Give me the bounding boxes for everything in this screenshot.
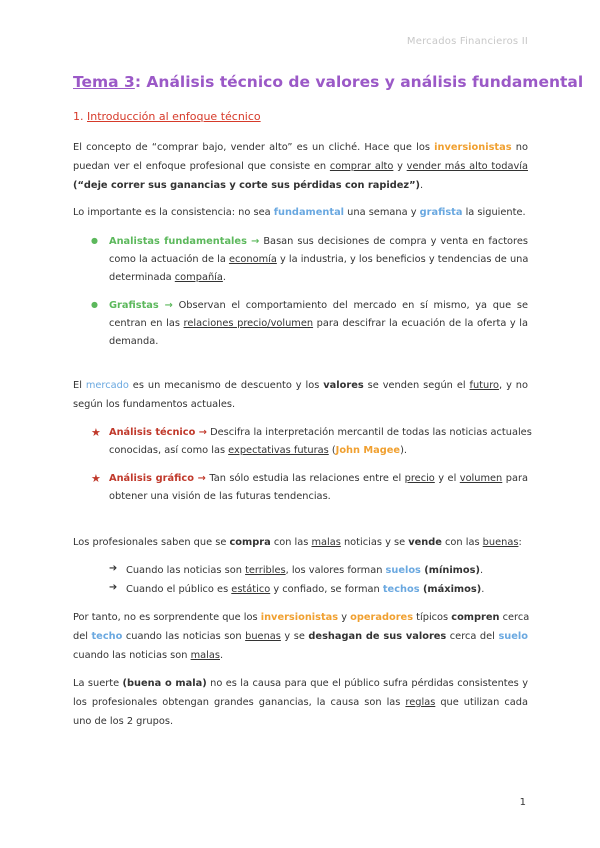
text: noticias y se	[340, 537, 409, 548]
underlined-text: buenas	[245, 631, 281, 642]
text: y confiado, se forman	[270, 584, 383, 595]
bold-text: (“deje correr sus ganancias y corte sus pérdidas con rapidez”)	[73, 180, 421, 191]
text: para descifrar la ecuación de la oferta y la	[313, 318, 529, 329]
text: y se	[280, 631, 309, 642]
highlight-mercado: mercado	[85, 380, 129, 391]
text: según los fundamentos actuales.	[73, 399, 236, 410]
arrow-bullet-icon: ➔	[109, 563, 118, 574]
bold-text: deshagan de sus valores	[308, 631, 447, 642]
bullet-dot-icon: ●	[91, 300, 98, 309]
highlight-john-magee: John Magee	[335, 445, 401, 456]
title-rest: : Análisis técnico de valores y análisis fundamental	[134, 73, 584, 91]
text: .	[420, 180, 424, 191]
text: , y no	[499, 380, 529, 391]
star-icon: ★	[91, 426, 101, 439]
bullet-term: Análisis técnico →	[109, 427, 207, 438]
paragraph-line	[73, 712, 528, 731]
text: ).	[400, 445, 408, 456]
text: del	[73, 631, 92, 642]
bullet-dot-icon: ●	[91, 236, 98, 245]
text: y	[393, 161, 407, 172]
text: con las	[441, 537, 483, 548]
highlight-fundamental: fundamental	[273, 207, 345, 218]
text: típicos	[413, 612, 452, 623]
text: Descifra la interpretación mercantil de todas las noticias actuales	[206, 427, 532, 438]
bullet-line	[109, 315, 528, 333]
highlight-grafista: grafista	[419, 207, 463, 218]
highlight-suelo: suelo	[498, 631, 528, 642]
text: conocidas, así como las	[109, 445, 229, 456]
underlined-text: precio	[404, 473, 435, 484]
bullet-line	[109, 488, 528, 506]
text: se venden según el	[363, 380, 470, 391]
text: que utilizan cada	[435, 697, 528, 708]
bold-text: valores	[323, 380, 364, 391]
arrow-item-suelos	[126, 562, 483, 580]
underlined-text: malas	[190, 650, 220, 661]
bold-text: vende	[408, 537, 442, 548]
text: centran en las	[109, 318, 184, 329]
highlight-suelos: suelos	[385, 565, 421, 576]
text: Observan el comportamiento del mercado en sí mismo, ya que se	[172, 300, 528, 311]
text: determinada	[109, 272, 175, 283]
bullet-term: Analistas fundamentales →	[109, 236, 260, 247]
text: no es la causa para que el público sufra pérdidas consistentes y	[206, 678, 528, 689]
underlined-text: relaciones precio/volumen	[183, 318, 314, 329]
section-number: 1.	[73, 110, 87, 123]
star-analisis-tecnico	[109, 424, 532, 460]
text: Los profesionales saben que se	[73, 537, 230, 548]
paragraph-line	[73, 138, 528, 157]
underlined-text: estático	[231, 584, 271, 595]
section-heading	[73, 110, 261, 123]
bullet-term: Análisis gráfico →	[109, 473, 206, 484]
text: El concepto de “comprar bajo, vender alto” es un cliché. Hace que los	[73, 142, 435, 153]
paragraph-line	[73, 646, 528, 665]
page-title	[73, 73, 583, 91]
text: .	[220, 650, 224, 661]
text: con las	[270, 537, 312, 548]
text: cuando las noticias son	[73, 650, 191, 661]
underlined-text: malas	[311, 537, 341, 548]
underlined-text: volumen	[459, 473, 503, 484]
bullet-line	[109, 333, 528, 351]
highlight-inversionistas: inversionistas	[260, 612, 339, 623]
paragraph-4	[73, 533, 528, 552]
text: cerca	[499, 612, 530, 623]
bullet-line	[109, 297, 528, 315]
underlined-text: comprar alto	[329, 161, 394, 172]
bold-text: compra	[229, 537, 271, 548]
paragraph-line	[73, 157, 528, 176]
paragraph-line	[73, 627, 528, 646]
paragraph-2	[73, 203, 528, 222]
arrow-bullet-icon: ➔	[109, 582, 118, 593]
text: Lo importante es la consistencia: no sea	[73, 207, 274, 218]
bold-text: compren	[451, 612, 500, 623]
highlight-techos: techos	[382, 584, 420, 595]
text: La suerte	[73, 678, 123, 689]
paragraph-6	[73, 674, 528, 731]
paragraph-line	[73, 203, 528, 222]
text: (	[328, 445, 336, 456]
text: :	[518, 537, 522, 548]
text: Basan sus decisiones de compra y venta en factores	[259, 236, 528, 247]
page-number: 1	[519, 797, 526, 808]
highlight-inversionistas: inversionistas	[434, 142, 512, 153]
text: , los valores forman	[285, 565, 386, 576]
text: obtener una visión de las futuras tendencias.	[109, 491, 331, 502]
underlined-text: expectativas futuras	[228, 445, 329, 456]
paragraph-line	[73, 176, 528, 195]
text: es un mecanismo de descuento y los	[128, 380, 324, 391]
text: .	[479, 565, 484, 576]
bullet-line	[109, 424, 532, 442]
paragraph-line	[73, 608, 528, 627]
bold-text: (máximos)	[419, 584, 482, 595]
underlined-text: buenas	[482, 537, 519, 548]
underlined-text: economía	[228, 254, 277, 265]
text: y el	[434, 473, 460, 484]
bullet-line	[109, 442, 528, 460]
bullet-term: Grafistas →	[109, 300, 173, 311]
bullet-line	[109, 233, 528, 251]
underlined-text: compañía	[174, 272, 223, 283]
text: los profesionales obtengan grandes ganancias, la causa son las	[73, 697, 406, 708]
paragraph-3	[73, 376, 528, 414]
text: .	[481, 584, 485, 595]
text: Cuando el público es	[126, 584, 232, 595]
bold-text: (mínimos)	[420, 565, 480, 576]
text: Por tanto, no es sorprendente que los	[73, 612, 261, 623]
text: una semana y	[344, 207, 420, 218]
paragraph-line	[73, 693, 528, 712]
paragraph-line	[73, 674, 528, 693]
text: cerca del	[446, 631, 499, 642]
paragraph-line	[73, 533, 528, 552]
text: cuando las noticias son	[122, 631, 246, 642]
bold-text: (buena o mala)	[122, 678, 207, 689]
text: como la actuación de la	[109, 254, 229, 265]
underlined-text: terribles	[245, 565, 286, 576]
text: uno de los 2 grupos.	[73, 716, 174, 727]
highlight-techo: techo	[91, 631, 123, 642]
paragraph-line	[73, 376, 528, 395]
text: El	[73, 380, 86, 391]
text: Cuando las noticias son	[126, 565, 246, 576]
section-label: Introducción al enfoque técnico	[87, 110, 261, 123]
text: y	[338, 612, 351, 623]
star-analisis-grafico	[109, 470, 528, 506]
bullet-grafistas	[109, 297, 528, 351]
text: demanda.	[109, 336, 159, 347]
text: para	[502, 473, 528, 484]
underlined-text: reglas	[405, 697, 436, 708]
title-tema: Tema 3	[73, 73, 135, 91]
bullet-line	[109, 251, 528, 269]
text: .	[222, 272, 227, 283]
text: y la industria, y los beneficios y tendencias de una	[276, 254, 529, 265]
underlined-text: futuro	[469, 380, 500, 391]
paragraph-1	[73, 138, 528, 195]
paragraph-5	[73, 608, 528, 665]
text: no	[511, 142, 528, 153]
bullet-line	[109, 470, 528, 488]
paragraph-line	[73, 395, 528, 414]
text: Tan sólo estudia las relaciones entre el	[205, 473, 405, 484]
text: puedan ver el enfoque profesional que consiste en	[73, 161, 330, 172]
page-header: Mercados Financieros II	[406, 36, 528, 47]
highlight-operadores: operadores	[350, 612, 414, 623]
bullet-line	[109, 269, 528, 287]
arrow-item-techos	[126, 581, 484, 599]
text: la siguiente.	[462, 207, 526, 218]
bullet-fundamentales	[109, 233, 528, 287]
underlined-text: vender más alto todavía	[406, 161, 528, 172]
star-icon: ★	[91, 472, 101, 485]
